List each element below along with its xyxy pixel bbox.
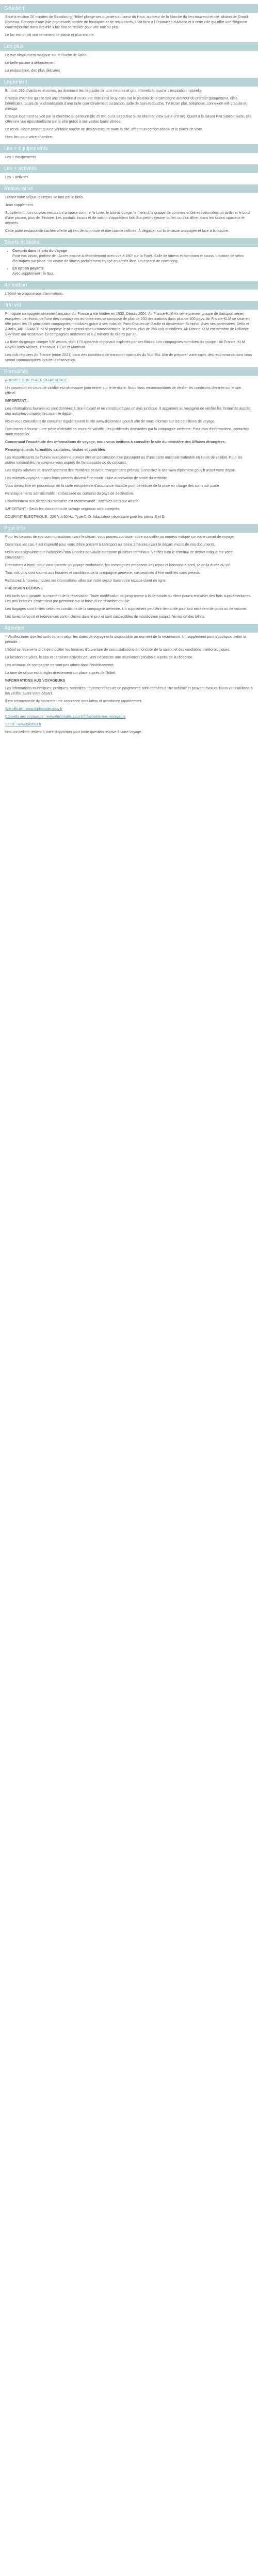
- paragraph: Supplément : Le nouveau restaurant propose comme, le Livre, le bistrot lounge, le menu à la grappe de pommes et bières nationales, un jardin et le bord d'une piscine, plus de l'histoire. Les produits locaux et de saison s'apprécient lors d'un petit-déjeuner buffet, ou d'un dîner, dans les salons spacieux et décorés.: [5, 211, 250, 225]
- list-item-label: Compris dans le prix du voyage: [12, 249, 67, 253]
- section-attention: [0, 635, 258, 735]
- paragraph: Les mineurs voyageant sans leurs parents doivent être munis d'une autorisation de sortie du territoire.: [5, 477, 168, 480]
- list-item-label: En option payante: [12, 267, 44, 270]
- paragraph: Documents à fournir : une pièce d'identité en cours de validité ; les justificatifs demandés par la compagnie aérienne. Pour plus d'informations, contactez votre conseiller.: [5, 428, 249, 436]
- paragraph: Retrouvez à nouveau toutes les informations utiles sur votre séjour dans votre espace client en ligne.: [5, 579, 167, 583]
- paragraph: Le belle piscine à débordement: [5, 61, 56, 65]
- section-title-info: Info vol: [0, 301, 258, 310]
- paragraph: Jean supplément.: [5, 204, 34, 207]
- section-restauration: [0, 195, 258, 234]
- paragraph: L'abonnement aux alertes du ministère est recommandé : inscrivez-vous sur Ariane.: [5, 500, 140, 503]
- paragraph: PRÉCISION DÉCISIVE: [5, 587, 43, 590]
- paragraph: Les animaux de compagnie ne sont pas admis dans l'établissement.: [5, 664, 115, 667]
- paragraph: Durant votre séjour, les repas se font par le biais.: [5, 196, 84, 199]
- link-diplomatie[interactable]: Site officiel : www.diplomatie.gouv.fr: [5, 707, 63, 711]
- section-title-situation: Situation: [0, 4, 258, 13]
- section-formalites: [0, 378, 258, 520]
- paragraph: Les + activités: [5, 176, 28, 179]
- section-equipements: [0, 155, 258, 160]
- paragraph: Les + équipements: [5, 156, 36, 159]
- page: [0, 4, 258, 735]
- paragraph: * Veuillez noter que les tarifs varient selon les dates de voyage et la disponibilité au moment de la réservation. Un supplément peut s'appliquer selon la période.: [5, 635, 246, 644]
- paragraph: Hors lieu pour votre chambre.: [5, 135, 53, 139]
- section-info: [0, 312, 258, 363]
- section-title-formalites: Formalités: [0, 367, 258, 376]
- section-logement: [0, 89, 258, 140]
- link-sante[interactable]: Santé : www.pasteur.fr: [5, 723, 42, 726]
- paragraph: Renseignements administratifs : ambassade ou consulat du pays de destination.: [5, 492, 134, 496]
- list-item-text: Avec supplément : le Spa.: [12, 272, 55, 276]
- paragraph: Les informations touristiques, pratiques, sanitaires, réglementaires de ce programme sont données à titre indicatif et peuvent évoluer. Nous vous invitons à les vérifier avant votre départ.: [5, 687, 253, 696]
- paragraph: Nos conseillers restent à votre disposition pour toute question relative à votre voyage.: [5, 731, 142, 734]
- list-item: [12, 266, 253, 277]
- paragraph: Dans tous les cas, il est impératif pour vous d'être présent à l'aéroport au moins 2 heures avant le départ, munis de vos documents.: [5, 543, 216, 547]
- paragraph: Cette autre restauration cachée offerte au lieu de nourriture et une cuisine raffinée. À déguster sur la terrasse ombragée et face à la piscine.: [5, 229, 229, 233]
- paragraph: Il est recommandé de souscrire une assurance annulation et assistance rapatriement.: [5, 700, 142, 703]
- section-sports: [0, 249, 258, 277]
- section-activites: [0, 175, 258, 180]
- section-title-sports: Sports et loisirs: [0, 238, 258, 247]
- paragraph: Les vols réguliers Air France (entre 2021) dans des conditions de transport optimales du Sud-Est. Afin de préparer votre trajet, des recommandations vous seront communiquées lors de la réservation.: [5, 353, 252, 362]
- section-title-equipements: Les + équipements: [0, 144, 258, 153]
- paragraph: Chaque chambre qu'elle soit une chambre d'un ou une trois ainsi lieuy-elles sur le plateau de la campagne alentour du premier groupement, elles bénéficient toutes de la climatisation d'une taille coin idéalement ou balcon, salle de bain et douche, TV écran plat, téléphone, connexion wifi gratuite et minibar.: [5, 97, 247, 111]
- section-animation: [0, 292, 258, 297]
- paragraph: IMPORTANT :: [5, 399, 29, 403]
- paragraph: IMPORTANT : Seuls les documents de voyage originaux sont acceptés.: [5, 507, 120, 511]
- paragraph: Le vue absolument magique sur le Ruche de Dabo.: [5, 54, 88, 57]
- paragraph: Les informations fournies ici sont données à titre indicatif et ne constituent pas un avis juridique. Il appartient au voyageur de vérifier les formalités auprès des autorités compétentes avant le départ.: [5, 407, 251, 416]
- section-title-attention: Attention: [0, 624, 258, 633]
- paragraph: Le rendu laisse penser qu'une véritable touche de design entoure toute la cité, offrant un confort absolu et le plaisir de vivre.: [5, 128, 203, 131]
- paragraph: Principale compagnie aérienne française, Air France a été fondée en 1933. Depuis 2004, Air France-KLM forme le premier groupe de transport aérien européen. Le réseau de l'une des compagnies européennes se compose de plus de 200 destinations dans plus de 100 pays. Air France-KLM se situe en tête parmi les 15 principales compagnies mondiales grâce à ses hubs de Paris-Charles de Gaulle et Amsterdam-Schiphol. Avec ses partenaires, Delta et Alitalia, AIR FRANCE KLM propose le plus grand réseau transatlantique, le réseau plus de 250 vols quotidiens. Air France-KLM est membre de l'alliance SkyTeam qui rassemble 19 compagnies aériennes et 6,2 millions de clients par an.: [5, 312, 250, 336]
- section-pour-info: [0, 535, 258, 620]
- sports-list: [5, 249, 253, 277]
- paragraph: Les règles relatives au franchissement des frontières peuvent changer sans préavis. Consultez le site www.diplomatie.gouv.fr avant votre départ.: [5, 469, 237, 472]
- paragraph: L'hôtel ne propose pas d'animations.: [5, 292, 64, 296]
- section-les-plus: [0, 53, 258, 74]
- formalites-link[interactable]: ARRIVÉE SUR PLACE OU ABSENCE: [5, 379, 67, 382]
- paragraph: Renseignements formalités sanitaires, visites et contrôles: [5, 448, 105, 452]
- paragraph: La taxe de séjour est à régler directement sur place auprès de l'hôtel.: [5, 671, 116, 675]
- paragraph: Les ressortissants de l'Union européenne doivent être en possession d'un passeport ou d'une carte nationale d'identité en cours de validité. Pour les autres nationalités, renseignez-vous auprès de l'ambassade ou du consulat.: [5, 456, 243, 465]
- section-title-les-plus: Les plus: [0, 42, 258, 51]
- section-title-pour-info: Pour info: [0, 524, 258, 533]
- paragraph: Pour les besoins de vos communications avant le départ, vous pouvez contacter votre conseiller au numéro indiqué sur votre carnet de voyage.: [5, 535, 235, 539]
- paragraph: Concernant l'exactitude des informations de voyage, nous vous invitons à consulter le site du ministère des Affaires étrangères.: [5, 440, 226, 444]
- paragraph: Le lac est un joli vrai sentiment de plaisir et plus encore.: [5, 33, 95, 37]
- section-situation: [0, 15, 258, 38]
- section-title-activites: Les + activités: [0, 164, 258, 173]
- section-title-restauration: Restauration: [0, 184, 258, 193]
- paragraph: La restauration, des plus délicates: [5, 69, 60, 73]
- list-item-text: Pour vos loisirs, profitez de : Accès piscine à débordement avec vue à 180° sur la Forêt. Salle de fitness et hammam et sauna. Location de vélos électriques sur place. Un centre de fitness parfaitement équipé en accès libre. Un espace de coworking.: [12, 255, 244, 263]
- paragraph: L'hôtel se réserve le droit de modifier les horaires d'ouverture de ses installations en fonction de la saison et des conditions météorologiques.: [5, 648, 231, 652]
- paragraph: Les bagages sont limités selon les conditions de la compagnie aérienne. Un supplément peut être demandé pour tout excédent de poids ou de volume.: [5, 607, 247, 611]
- paragraph: Nous vous conseillons de consulter régulièrement le site www.diplomatie.gouv.fr afin de vous informer sur les conditions de voyage.: [5, 420, 216, 423]
- paragraph: Nous vous signalons que l'aéroport Paris-Charles de Gaulle comporte plusieurs terminaux. Vérifiez bien le terminal de départ indiqué sur votre convocation.: [5, 551, 233, 560]
- paragraph: Vous devez être en possession de la carte européenne d'assurance maladie pour bénéficier de la prise en charge des soins sur place.: [5, 484, 220, 488]
- paragraph: Un passeport en cours de validité est nécessaire pour entrer sur le territoire. Nous vous recommandons de vérifier les conditions d'entrée sur le site officiel.: [5, 386, 241, 395]
- paragraph: La location de vélos, le spa et certaines activités peuvent nécessiter une réservation préalable auprès de la réception.: [5, 656, 194, 659]
- link-conseils-voyageurs[interactable]: Conseils aux voyageurs : www.diplomatie.gouv.fr/fr/conseils-aux-voyageurs: [5, 715, 126, 719]
- list-item: [12, 249, 253, 264]
- section-title-animation: Animation: [0, 281, 258, 290]
- paragraph: Les tarifs sont garantis au moment de la réservation. Toute modification du programme à la demande du client pourra entraîner des frais supplémentaires. Les prix indiqués s'entendent par personne sur la base d'une chambre double.: [5, 595, 251, 603]
- paragraph: COURANT ÉLECTRIQUE : 220 V à 50 Hz. Type C, D. Adaptateur nécessaire pour les prises E et G.: [5, 515, 166, 519]
- paragraph: En tout, 286 chambres et suites, au dominant les dégradés de tons neutres et gris, n'omets la touche d'inspiration naturelle.: [5, 89, 203, 93]
- paragraph: Les taxes aéroport et redevances sont incluses dans le prix et sont susceptibles de modification jusqu'à l'émission des billets.: [5, 615, 205, 619]
- paragraph: INFORMATIONS AUX VOYAGEURS: [5, 679, 66, 683]
- paragraph: La flotte du groupe compte 536 avions, dont 173 appareils régionaux exploités par ses filiales. Les compagnies membres du groupe : Air France, KLM Royal Dutch Airlines, Transavia, HOP! et Martinair.: [5, 341, 245, 349]
- section-title-logement: Logement: [0, 78, 258, 87]
- paragraph: Situé à environ 20 minutes de Strasbourg, l'hôtel plonge ses quartiers au cœur du Haut, au cœur de la Marche du lieu-nouveau et cité, district de Grand-Rotheau. Concept d'une jolie promenade bordée de boutiques et de restaurants, il fait face à l'Ecomusée d'Alsace et à cette ville qui offre une élégance contemporaine dans laquelle il fait bon se relaxer pour une nuit ou plus.: [5, 15, 249, 29]
- paragraph: Tous nos vols sont soumis aux horaires et conditions de la compagnie aérienne, susceptibles d'être modifiés sans préavis.: [5, 571, 201, 575]
- paragraph: Prestations à bord : pour vous garantir un voyage confortable, les compagnies proposent des repas et boissons à bord, selon la durée du vol.: [5, 564, 231, 567]
- paragraph: Chaque logement se voit par la chambre Supérieure (de 25 m²) ou la Executive Suite Mariner View Suite (70 m²). Quant à la Savoir Fair Station Suite, elle offre une vue époustouflante sur la ville grâce à ses vastes baies vitrées.: [5, 115, 252, 124]
